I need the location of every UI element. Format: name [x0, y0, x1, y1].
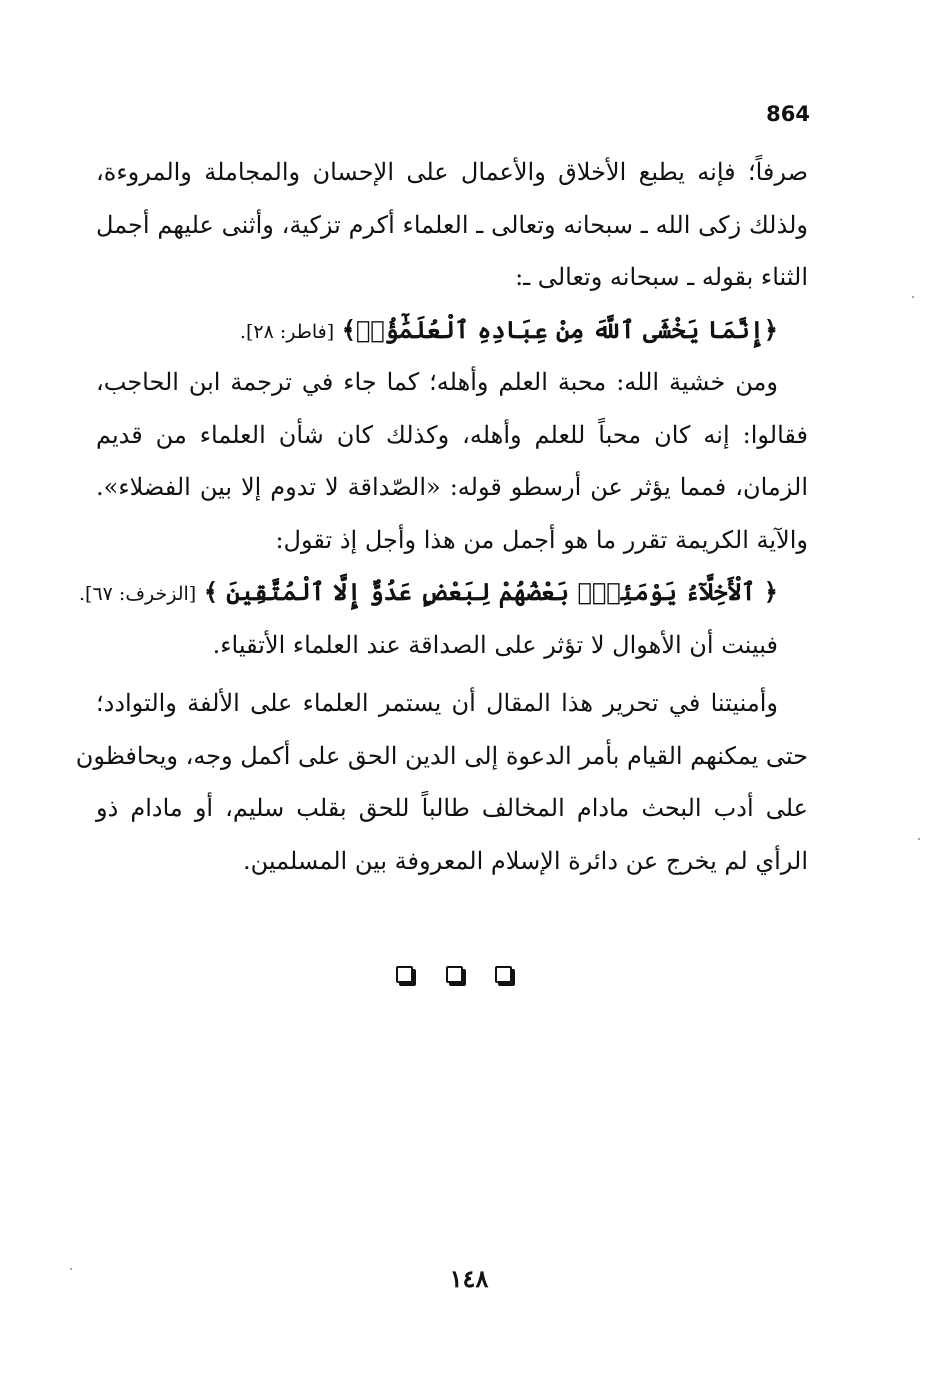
- scan-speck: [70, 1268, 72, 1270]
- page-number-top: 864: [766, 102, 810, 126]
- section-end-marks: [396, 964, 512, 988]
- body-text: [75, 146, 808, 887]
- page-number-bottom: ١٤٨: [449, 1264, 489, 1293]
- verse-text: ﴿ ٱلْأَخِلَّآءُ يَوْمَئِذٍۭ بَعْضُهُمْ لِبَعْضٍ عَدُوٌّ إِلَّا ٱلْمُتَّقِينَ ﴾: [203, 577, 778, 606]
- square-ornament-icon: [396, 966, 413, 983]
- verse-reference: [فاطر: ٢٨].: [239, 320, 335, 343]
- quran-verse-2: [79, 566, 808, 619]
- paragraph-1: [96, 146, 808, 304]
- text-line: حتى يمكنهم القيام بأمر الدعوة إلى الدين الحق على أكمل وجه، ويحافظون: [75, 741, 808, 770]
- paragraph-2: [96, 356, 808, 566]
- text-line: الزمان، فمما يؤثر عن أرسطو قوله: «الصّداقة لا تدوم إلا بين الفضلاء».: [96, 473, 808, 501]
- text-line: الثناء بقوله ـ سبحانه وتعالى ـ:: [515, 263, 808, 291]
- text-line: ومن خشية الله: محبة العلم وأهله؛ كما جاء في ترجمة ابن الحاجب،: [96, 368, 778, 396]
- verse-reference: [الزخرف: ٦٧].: [79, 583, 197, 605]
- paragraph-3: [96, 619, 808, 672]
- scan-speck: [912, 296, 914, 298]
- scan-speck: [918, 838, 920, 840]
- text-line: وأمنيتنا في تحرير هذا المقال أن يستمر العلماء على الألفة والتوادد؛: [96, 689, 778, 717]
- text-line: صرفاً؛ فإنه يطبع الأخلاق والأعمال على الإحسان والمجاملة والمروءة،: [96, 158, 808, 186]
- text-line: على أدب البحث مادام المخالف طالباً للحق بقلب سليم، أو مادام ذو: [96, 794, 808, 822]
- text-line: فقالوا: إنه كان محباً للعلم وأهله، وكذلك كان شأن العلماء من قديم: [96, 420, 808, 449]
- text-line: الرأي لم يخرج عن دائرة الإسلام المعروفة بين المسلمين.: [242, 846, 808, 875]
- paragraph-4: [75, 677, 808, 887]
- verse-text: ﴿إِنَّمَا يَخْشَى ٱللَّهَ مِنْ عِبَادِهِ ٱلْعُلَمَٰٓؤُا۟﴾: [341, 314, 778, 344]
- quran-verse-1: [96, 304, 808, 357]
- square-ornament-icon: [495, 966, 512, 983]
- text-line: والآية الكريمة تقرر ما هو أجمل من هذا وأجل إذ تقول:: [275, 525, 808, 554]
- text-line: فبينت أن الأهوال لا تؤثر على الصداقة عند العلماء الأتقياء.: [212, 630, 778, 659]
- text-line: ولذلك زكى الله ـ سبحانه وتعالى ـ العلماء أكرم تزكية، وأثنى عليهم أجمل: [96, 210, 808, 239]
- square-ornament-icon: [446, 966, 463, 983]
